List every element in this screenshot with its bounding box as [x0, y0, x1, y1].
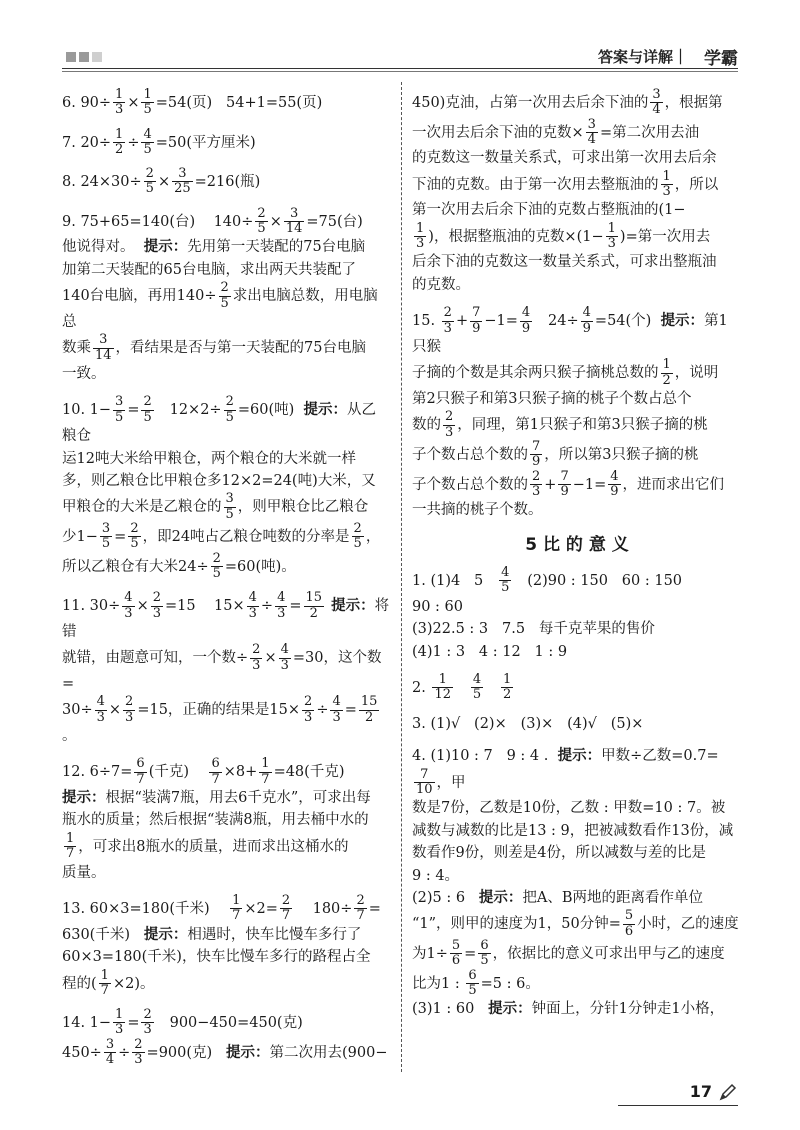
- right-column: [412, 88, 742, 1031]
- answer-15: 15. $\frac{2}{3}$ + $\frac{7}{9}$ −1= $\frac{4}{9}$ 24÷ $\frac{4}{9}$ =54(个) 提示：第1只猴 子摘的个数是其余两只猴子摘桃总数的 $\frac{1}{2}$ ，说明 第2只猴子和第3只猴子摘的桃子个数占总个 数的 $\frac{2}{3}$ ，同理，第1只猴子和第3只猴子摘的桃 子个数占总个数的 $\frac{7}{9}$ ，所以第3只猴子摘的桃 子个数占总个数的 $\frac{2}{3}$ + $\frac{7}{9}$ −1= $\frac{4}{9}$ ，进而求出它们 一共摘的桃子个数。: [412, 305, 728, 519]
- answer-11: 11. 30÷ $\frac{4}{3}$ × $\frac{2}{3}$ =15 15× $\frac{4}{3}$ ÷ $\frac{4}{3}$ = $\frac{15}{2}$ 提示：将错 就错，由题意可知，一个数÷ $\frac{2}{3}$ × $\frac{4}{3}$ =30，这个数= 30÷ $\frac{4}{3}$ × $\frac{2}{3}$ =15，正确的结果是15× $\frac{2}{3}$ ÷ $\frac{4}{3}$ = $\frac{15}{2}$ 。: [62, 590, 390, 744]
- page-header: [62, 40, 738, 70]
- pencil-icon: [718, 1082, 738, 1102]
- answer-8: 8. 24×30÷ $\frac{2}{5}$ × $\frac{3}{25}$ =216(瓶): [62, 166, 261, 197]
- page-number: 17: [689, 1082, 712, 1101]
- left-column: [62, 88, 390, 1077]
- answer-14-continued: 450)克油，占第一次用去后余下油的 $\frac{3}{4}$ ，根据第 一次用去后余下油的克数× $\frac{3}{4}$ =第二次用去油 的克数这一数量关系式，可求出第一次用去后余 下油的克数。由于第一次用去整瓶油的 $\frac{1}{3}$ ，所以 第一次用去后余下油的克数占整瓶油的(1− $\frac{1}{3}$ )，根据整瓶油的克数×(1− $\frac{1}{3}$ )=第一次用去 后余下油的克数这一数量关系式，可求出整瓶油 的克数。: [412, 87, 723, 293]
- answer-10: 10. 1− $\frac{3}{5}$ = $\frac{2}{5}$ 12×2÷ $\frac{2}{5}$ =60(吨) 提示：从乙粮仓 运12吨大米给甲粮仓，两个粮仓的大米就一样 多，则乙粮仓比甲粮仓多12×2=24(吨)大米，又 甲粮仓的大米是乙粮仓的 $\frac{3}{5}$ ，则甲粮仓比乙粮仓 少1− $\frac{3}{5}$ = $\frac{2}{5}$ ，即24吨占乙粮仓吨数的分率是 $\frac{2}{5}$ ， 所以乙粮仓有大米24÷ $\frac{2}{5}$ =60(吨)。: [62, 394, 381, 581]
- answer-12: 12. 6÷7= $\frac{6}{7}$ (千克) $\frac{6}{7}$ ×8+ $\frac{1}{7}$ =48(千克) 提示：根据“装满7瓶，用去6千克水”，可求出每 瓶水的质量；然后根据“装满8瓶，用去桶中水的 $\frac{1}{7}$ ，可求出8瓶水的质量，进而求出这桶水的 质量。: [62, 756, 371, 881]
- section-title: 5 比 的 意 义: [525, 534, 629, 555]
- header-brand: 学霸: [704, 49, 738, 69]
- answer-13: 13. 60×3=180(千米) $\frac{1}{7}$ ×2= $\frac{2}{7}$ 180÷ $\frac{2}{7}$ = 630(千米) 提示：相遇时，快车比慢车多行了 60×3=180(千米)，快车比慢车多行的路程占全 程的( $\frac{1}{7}$ ×2)。: [62, 893, 381, 998]
- s-answer-4: 4. (1)10 : 7 9 : 4 . 提示：甲数÷乙数=0.7= $\frac{7}{10}$ ，甲 数是7份，乙数是10份，乙数 : 甲数=10 : 7。被 减数与减数的比是13 : 9，把被减数看作13份，减 数看作9份，则差是4份，所以减数与差的比是 9 : 4。 (2)5 : 6 提示：把A、B两地的距离看作单位 “1”，则甲的速度为1，50分钟= $\frac{5}{6}$ 小时，乙的速度 为1÷ $\frac{5}{6}$ = $\frac{6}{5}$ ，依据比的意义可求出甲与乙的速度 比为1 : $\frac{6}{5}$ =5 : 6。 (3)1 : 60 提示：钟面上，分针1分钟走1小格，: [412, 747, 739, 1018]
- answer-7: 7. 20÷ $\frac{1}{2}$ ÷ $\frac{4}{5}$ =50(平方厘米): [62, 126, 256, 157]
- s-answer-2: 2. $\frac{1}{12}$ $\frac{4}{5}$ $\frac{1}{2}$: [412, 671, 512, 703]
- answer-9: 9. 75+65=140(台) 140÷ $\frac{2}{5}$ × $\frac{3}{14}$ =75(台) 他说得对。 提示：先用第一天装配的75台电脑 加第二天装配的65台电脑，求出两天共装配了 140台电脑，再用140÷ $\frac{2}{5}$ 求出电脑总数，用电脑总 数乘 $\frac{3}{14}$ ，看结果是否与第一天装配的75台电脑 一致。: [62, 205, 378, 382]
- page-footer: [618, 1082, 738, 1106]
- column-divider: [401, 82, 402, 1072]
- answer-14: 14. 1− $\frac{1}{3}$ = $\frac{2}{3}$ 900−450=450(克) 450÷ $\frac{3}{4}$ ÷ $\frac{2}{3}$ =900(克) 提示：第二次用去(900−: [62, 1007, 388, 1068]
- s-answer-3: 3. (1)√ (2)× (3)× (4)√ (5)×: [412, 715, 644, 732]
- header-title: 答案与详解｜: [597, 48, 688, 66]
- answer-6: 6. 90÷ $\frac{1}{3}$ × $\frac{1}{5}$ =54(页) 54+1=55(页): [62, 87, 323, 118]
- s-answer-1: 1. (1)4 5 $\frac{4}{5}$ (2)90 : 150 60 : 150 90 : 60 (3)22.5 : 3 7.5 每千克苹果的售价 (4)1 : 3 4 : 12 1 : 9: [412, 564, 683, 660]
- header-squares-icon: [66, 52, 102, 62]
